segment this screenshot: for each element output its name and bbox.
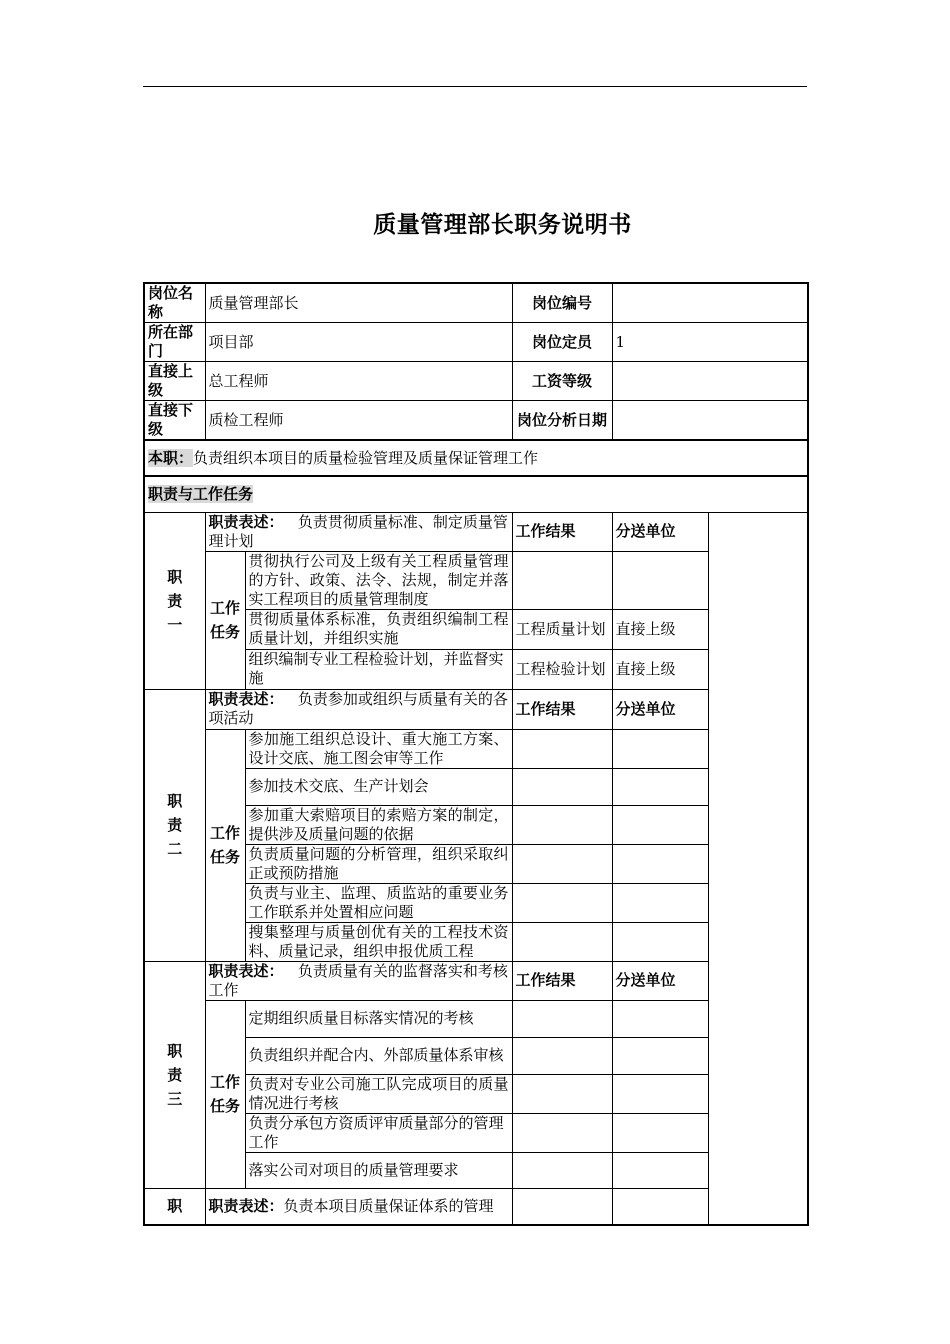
duty-1-result-header: 工作结果 [512, 512, 612, 551]
duty-1-label: 职 责 一 [144, 512, 205, 689]
position-code-value [612, 283, 808, 323]
core-duty-row [144, 440, 808, 476]
task-destination [612, 768, 708, 805]
task-result [512, 768, 612, 805]
duty-3-dest-header: 分送单位 [612, 961, 708, 1000]
task-destination [612, 805, 708, 844]
task-destination: 直接上级 [612, 649, 708, 689]
task-destination [612, 1152, 708, 1188]
task-destination [612, 1113, 708, 1152]
task-result: 工程质量计划 [512, 609, 612, 649]
headcount-label: 岗位定员 [512, 323, 612, 362]
analysis-date-label: 岗位分析日期 [512, 401, 612, 441]
task-destination [612, 729, 708, 768]
task-result: 工程检验计划 [512, 649, 612, 689]
task-item: 定期组织质量目标落实情况的考核 [245, 1000, 512, 1037]
direct-subordinate-label: 直接下级 [144, 401, 205, 441]
duty-2-label: 职 责 二 [144, 689, 205, 961]
task-item: 落实公司对项目的质量管理要求 [245, 1152, 512, 1188]
section-title: 职责与工作任务 [148, 484, 254, 503]
core-duty-text: 负责组织本项目的质量检验管理及质量保证管理工作 [193, 448, 539, 467]
duty-1-dest-header: 分送单位 [612, 512, 708, 551]
department-value: 项目部 [205, 323, 512, 362]
duty-2-task-label: 工作 任务 [205, 729, 245, 961]
salary-grade-value [612, 362, 808, 401]
task-item: 负责组织并配合内、外部质量体系审核 [245, 1037, 512, 1074]
task-result [512, 1074, 612, 1113]
task-item: 负责分承包方资质评审质量部分的管理工作 [245, 1113, 512, 1152]
direct-subordinate-value: 质检工程师 [205, 401, 512, 441]
duty-3-label: 职 责 三 [144, 961, 205, 1188]
header-rule [143, 86, 807, 87]
document-title: 质量管理部长职务说明书 [373, 212, 632, 238]
job-description-table [143, 282, 809, 1226]
task-item: 贯彻执行公司及上级有关工程质量管理的方针、政策、法令、法规，制定并落实工程项目的质量管理制度 [245, 551, 512, 609]
task-destination: 直接上级 [612, 609, 708, 649]
position-name-label: 岗位名称 [144, 283, 205, 323]
duty-4-result [512, 1188, 612, 1225]
task-result [512, 922, 612, 961]
duty-4-label: 职 [144, 1188, 205, 1225]
duty-2-dest-header: 分送单位 [612, 689, 708, 729]
duty-2-description: 职责表述： 负责参加或组织与质量有关的各项活动 [205, 689, 512, 729]
task-result [512, 805, 612, 844]
direct-superior-label: 直接上级 [144, 362, 205, 401]
duty-4-dest [612, 1188, 708, 1225]
task-destination [612, 1037, 708, 1074]
position-name-value: 质量管理部长 [205, 283, 512, 323]
task-destination [612, 844, 708, 883]
task-destination [612, 551, 708, 609]
task-item: 组织编制专业工程检验计划，并监督实施 [245, 649, 512, 689]
duty-3-description: 职责表述： 负责质量有关的监督落实和考核工作 [205, 961, 512, 1000]
task-destination [612, 1000, 708, 1037]
task-item: 负责对专业公司施工队完成项目的质量情况进行考核 [245, 1074, 512, 1113]
task-item: 参加施工组织总设计、重大施工方案、设计交底、施工图会审等工作 [245, 729, 512, 768]
analysis-date-value [612, 401, 808, 441]
duty-3-result-header: 工作结果 [512, 961, 612, 1000]
headcount-value: 1 [612, 323, 808, 362]
salary-grade-label: 工资等级 [512, 362, 612, 401]
task-result [512, 1037, 612, 1074]
duty-1-description: 职责表述： 负责贯彻质量标准、制定质量管理计划 [205, 512, 512, 551]
task-item: 参加技术交底、生产计划会 [245, 768, 512, 805]
task-item: 负责质量问题的分析管理，组织采取纠正或预防措施 [245, 844, 512, 883]
task-result [512, 883, 612, 922]
task-result [512, 844, 612, 883]
duty-1-task-label: 工作 任务 [205, 551, 245, 689]
task-result [512, 551, 612, 609]
task-item: 贯彻质量体系标准，负责组织编制工程质量计划，并组织实施 [245, 609, 512, 649]
core-duty-label: 本职： [148, 448, 194, 467]
task-result [512, 1000, 612, 1037]
position-code-label: 岗位编号 [512, 283, 612, 323]
task-item: 负责与业主、监理、质监站的重要业务工作联系并处置相应问题 [245, 883, 512, 922]
section-title-row [144, 476, 808, 512]
duty-2-result-header: 工作结果 [512, 689, 612, 729]
task-destination [612, 883, 708, 922]
direct-superior-value: 总工程师 [205, 362, 512, 401]
task-result [512, 729, 612, 768]
task-destination [612, 1074, 708, 1113]
task-result [512, 1113, 612, 1152]
duty-4-description: 职责表述：负责本项目质量保证体系的管理 [205, 1188, 512, 1225]
department-label: 所在部门 [144, 323, 205, 362]
duty-3-task-label: 工作 任务 [205, 1000, 245, 1188]
task-result [512, 1152, 612, 1188]
task-item: 参加重大索赔项目的索赔方案的制定，提供涉及质量问题的依据 [245, 805, 512, 844]
task-item: 搜集整理与质量创优有关的工程技术资料、质量记录，组织申报优质工程 [245, 922, 512, 961]
task-destination [612, 922, 708, 961]
